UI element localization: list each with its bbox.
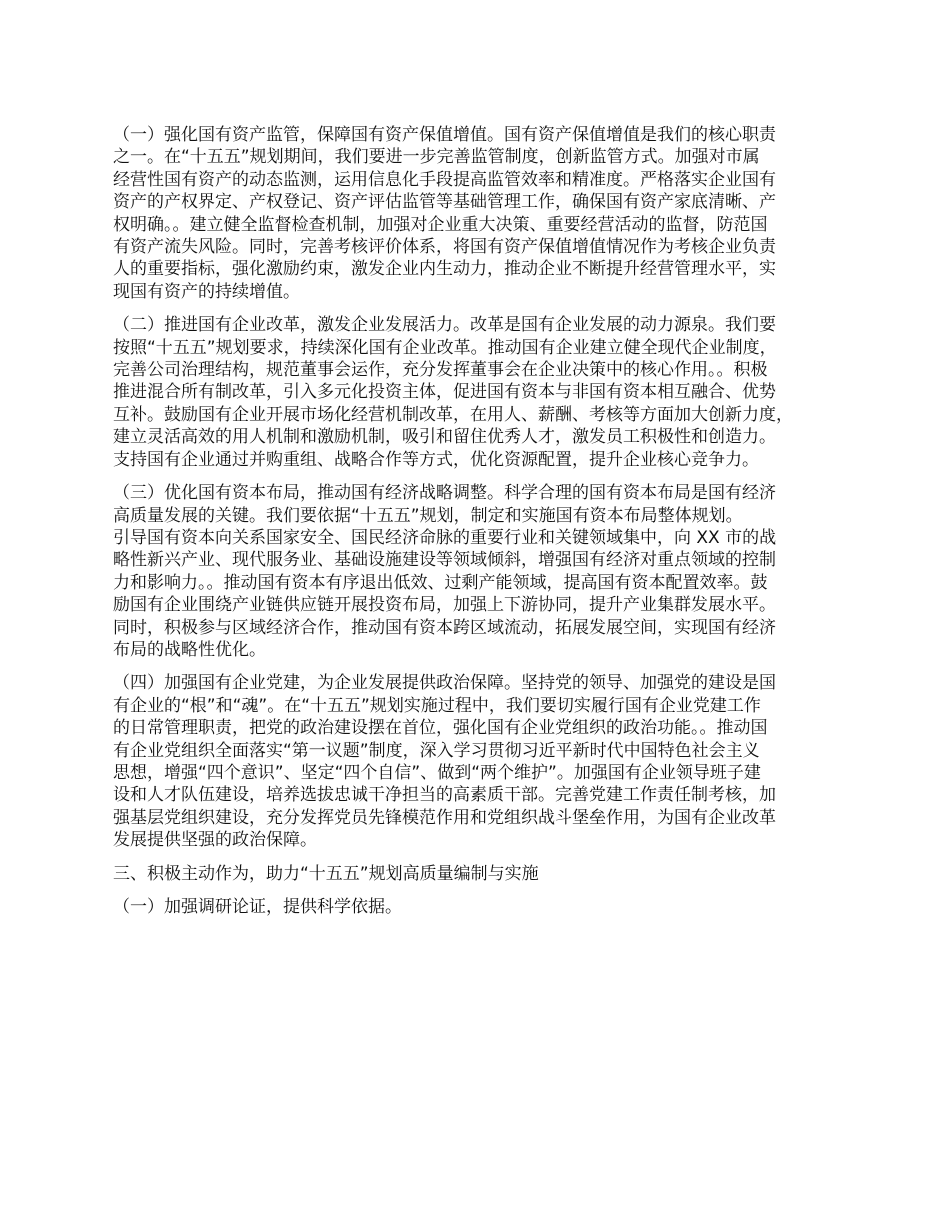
text-line: 现国有资产的持续增值。 <box>113 281 300 302</box>
text-line: 的日常管理职责，把党的政治建设摆在首位，强化国有企业党组织的政治功能。。推动国 <box>113 718 768 739</box>
text-line: 按照“十五五”规划要求，持续深化国有企业改革。推动国有企业建立健全现代企业制度， <box>113 337 777 358</box>
text-line: 高质量发展的关键。我们要依据“十五五”规划，制定和实施国有资本布局整体规划。 <box>113 505 743 526</box>
paragraph-3 <box>113 482 858 661</box>
text-line: 完善公司治理结构，规范董事会运作，充分发挥董事会在企业决策中的核心作用。。积极 <box>113 360 768 381</box>
text-line: 互补。鼓励国有企业开展市场化经营机制改革，在用人、薪酬、考核等方面加大创新力度， <box>113 404 793 425</box>
text-line: 有企业的“根”和“魂”。在“十五五”规划实施过程中，我们要切实履行国有企业党建工作 <box>113 695 761 716</box>
section-heading: 三、积极主动作为，助力“十五五”规划高质量编制与实施 <box>113 863 539 884</box>
text-line: 有资产流失风险。同时，完善考核评价体系，将国有资产保值增值情况作为考核企业负责 <box>113 237 776 258</box>
paragraph-2 <box>113 314 858 471</box>
text-line: （一）强化国有资产监管，保障国有资产保值增值。国有资产保值增值是我们的核心职责 <box>113 125 776 145</box>
text-line: 人的重要指标，强化激励约束，激发企业内生动力，推动企业不断提升经营管理水平，实 <box>113 259 776 280</box>
text-line: 支持国有企业通过并购重组、战略合作等方式，优化资源配置，提升企业核心竞争力。 <box>113 449 759 470</box>
text-line: 之一。在“十五五”规划期间，我们要进一步完善监管制度，创新监管方式。加强对市属 <box>113 147 760 168</box>
text-line: 强基层党组织建设，充分发挥党员先锋模范作用和党组织战斗堡垒作用，为国有企业改革 <box>113 807 776 828</box>
text-line: 发展提供坚强的政治保障。 <box>113 830 317 851</box>
paragraph-1 <box>113 124 858 303</box>
text-line: 思想，增强“四个意识”、坚定“四个自信”、做到“两个维护”。加强国有企业领导班子建 <box>113 762 761 783</box>
text-line: 资产的产权界定、产权登记、资产评估监管等基础管理工作，确保国有资产家底清晰、产 <box>113 192 776 213</box>
text-line: 力和影响力。。推动国有资本有序退出低效、过剩产能领域，提高国有资本配置效率。鼓 <box>113 572 768 593</box>
text-line: 励国有企业围绕产业链供应链开展投资布局，加强上下游协同，提升产业集群发展水平。 <box>113 595 776 616</box>
text-line: 布局的战略性优化。 <box>113 639 266 660</box>
text-line: 设和人才队伍建设，培养选拔忠诚干净担当的高素质干部。完善党建工作责任制考核，加 <box>113 785 776 806</box>
text-line: 推进混合所有制改革，引入多元化投资主体，促进国有资本与非国有资本相互融合、优势 <box>113 382 776 403</box>
text-line: 权明确。。建立健全监督检查机制，加强对企业重大决策、重要经营活动的监督，防范国 <box>113 214 768 235</box>
text-line: （三）优化国有资本布局，推动国有经济战略调整。科学合理的国有资本布局是国有经济 <box>113 483 776 504</box>
text-line: 经营性国有资产的动态监测，运用信息化手段提高监管效率和精准度。严格落实企业国有 <box>113 169 776 190</box>
text-line: 有企业党组织全面落实“第一议题”制度，深入学习贯彻习近平新时代中国特色社会主义 <box>113 740 760 761</box>
document-page <box>113 124 858 929</box>
text-line: 引导国有资本向关系国家安全、国民经济命脉的重要行业和关键领域集中，向 XX 市的战 <box>113 527 777 548</box>
text-line: 建立灵活高效的用人机制和激励机制，吸引和留住优秀人才，激发员工积极性和创造力。 <box>113 427 776 448</box>
text-line: （四）加强国有企业党建，为企业发展提供政治保障。坚持党的领导、加强党的建设是国 <box>113 673 776 694</box>
subheading: （一）加强调研论证，提供科学依据。 <box>113 897 402 917</box>
text-line: （二）推进国有企业改革，激发企业发展活力。改革是国有企业发展的动力源泉。我们要 <box>113 315 776 336</box>
paragraph-4 <box>113 672 858 851</box>
text-line: 略性新兴产业、现代服务业、基础设施建设等领域倾斜，增强国有经济对重点领域的控制 <box>113 550 776 571</box>
text-line: 同时，积极参与区域经济合作，推动国有资本跨区域流动，拓展发展空间，实现国有经济 <box>113 617 776 638</box>
